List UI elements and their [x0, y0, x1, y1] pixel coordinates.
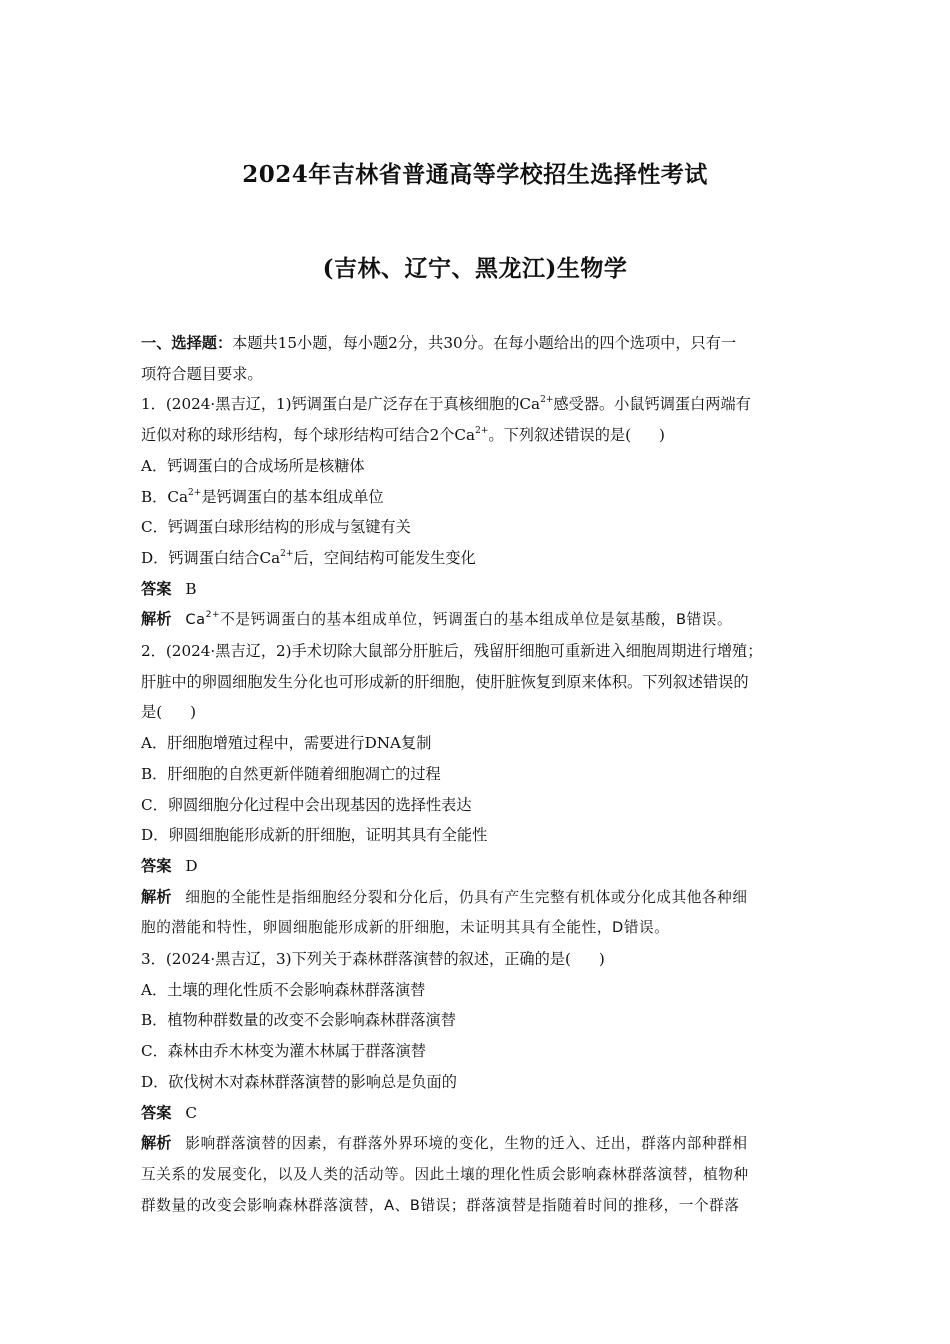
section-intro — [141, 328, 811, 359]
q2-stem-line2: 肝脏中的卵圆细胞发生分化也可形成新的肝细胞，使肝脏恢复到原来体积。下列叙述错误的 — [141, 672, 749, 691]
q3-stem: 3．(2024·黑吉辽，3)下列关于森林群落演替的叙述，正确的是( ) — [141, 950, 605, 969]
q2-option-b: B．肝细胞的自然更新伴随着细胞凋亡的过程 — [141, 764, 441, 783]
q2-explanation-line1: 解析 细胞的全能性是指细胞经分裂和分化后，仍具有产生完整有机体或分化成其他各种细 — [141, 887, 748, 906]
q3-explanation-line2: 互关系的发展变化，以及人类的活动等。因此土壤的理化性质会影响森林群落演替，植物种 — [141, 1165, 749, 1183]
section-desc: 本题共15小题，每小题2分，共30分。在每小题给出的四个选项中，只有一 — [232, 334, 737, 352]
q3-option-c: C．森林由乔木林变为灌木林属于群落演替 — [141, 1042, 426, 1061]
q1-answer: 答案 B — [141, 579, 197, 598]
q1-option-a: A．钙调蛋白的合成场所是核糖体 — [141, 456, 365, 475]
q2-stem-line1: 2．(2024·黑吉辽，2)手术切除大鼠部分肝脏后，残留肝细胞可重新进入细胞周期进行增殖； — [141, 642, 763, 661]
q3-option-b: B．植物种群数量的改变不会影响森林群落演替 — [141, 1011, 456, 1030]
q1-stem-line2: 近似对称的球形结构，每个球形结构可结合2个$Ca^{2+}$。下列叙述错误的是( ) — [141, 426, 665, 445]
document-body — [141, 328, 811, 1221]
q1-explanation: 解析 $Ca^{2+}$不是钙调蛋白的基本组成单位，钙调蛋白的基本组成单位是氨基酸，B错误。 — [141, 610, 733, 629]
exam-title: 2024年吉林省普通高等学校招生选择性考试 — [242, 161, 708, 188]
q1-option-c: C．钙调蛋白球形结构的形成与氢键有关 — [141, 518, 411, 537]
q3-option-d: D．砍伐树木对森林群落演替的影响总是负面的 — [141, 1072, 457, 1091]
q1-option-d: D．钙调蛋白结合$Ca^{2+}$后，空间结构可能发生变化 — [141, 548, 476, 567]
q2-stem-line3: 是( ) — [141, 703, 197, 722]
exam-subtitle: (吉林、辽宁、黑龙江)生物学 — [322, 255, 628, 282]
q3-answer: 答案 C — [141, 1103, 197, 1122]
section-label: 一、选择题： — [141, 334, 233, 352]
q3-explanation-line1: 解析 影响群落演替的因素，有群落外界环境的变化，生物的迁入、迁出，群落内部种群相 — [141, 1134, 748, 1153]
section-desc-cont: 项符合题目要求。 — [141, 364, 263, 383]
q2-answer: 答案 D — [141, 856, 198, 875]
q3-explanation-line3: 群数量的改变会影响森林群落演替，A、B错误；群落演替是指随着时间的推移，一个群落 — [141, 1196, 740, 1214]
q2-option-c: C．卵圆细胞分化过程中会出现基因的选择性表达 — [141, 795, 472, 814]
q1-option-b: B．$Ca^{2+}$是钙调蛋白的基本组成单位 — [141, 487, 384, 506]
q1-stem-line1: 1．(2024·黑吉辽，1)钙调蛋白是广泛存在于真核细胞的$Ca^{2+}$感受器。小鼠钙调蛋白两端有 — [141, 395, 751, 414]
q3-option-a: A．土壤的理化性质不会影响森林群落演替 — [141, 980, 426, 999]
q2-explanation-line2: 胞的潜能和特性，卵圆细胞能形成新的肝细胞，未证明其具有全能性，D错误。 — [141, 919, 670, 937]
q2-option-a: A．肝细胞增殖过程中，需要进行DNA复制 — [141, 734, 432, 753]
q2-option-d: D．卵圆细胞能形成新的肝细胞，证明其具有全能性 — [141, 826, 488, 845]
